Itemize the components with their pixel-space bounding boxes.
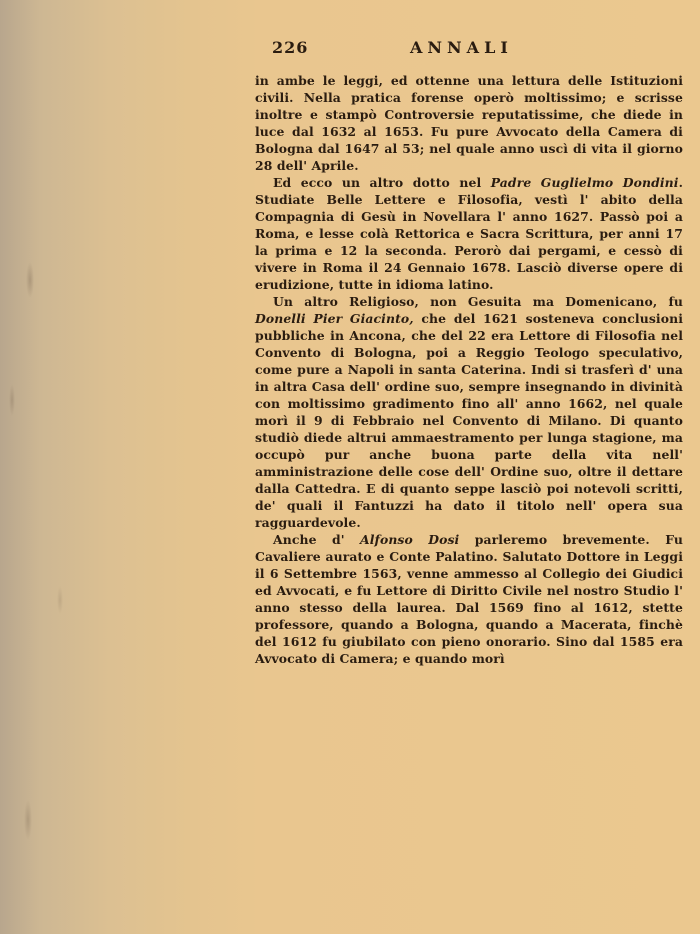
page-number: 226 xyxy=(272,38,309,57)
text-run: Anche d' xyxy=(273,532,360,547)
running-head: ANNALI xyxy=(410,38,513,57)
page-gutter xyxy=(0,0,200,934)
text-run: Ed ecco un altro dotto nel xyxy=(273,175,491,190)
paragraph xyxy=(255,293,683,531)
paragraph xyxy=(255,72,683,174)
text-run: in ambe le leggi, ed ottenne una lettura delle Istituzioni civili. Nella pratica forense operò moltissimo; e scrisse inoltre e stampò Controversie reputatissime, che diede in luce dal 1632 al 1653. Fu pure Avvocato della Camera di Bologna dal 1647 al 53; nel quale anno uscì di vita il giorno 28 dell' Aprile. xyxy=(255,73,683,173)
text-run: che del 1621 sosteneva conclusioni pubbliche in Ancona, che del 22 era Lettore di Filosofia nel Convento di Bologna, poi a Reggio Teologo speculativo, come pure a Napoli in santa Caterina. Indi si trasferì d' una in altra Casa dell' ordine suo, sempre insegnando in divinità con moltissimo gradimento fino all' anno 1662, nel quale morì il 9 di Febbraio nel Convento di Milano. Di quanto studiò diede altrui ammaestramento per lunga stagione, ma occupò pur anche buona parte della vita nell' amministrazione delle cose dell' Ordine suo, oltre il dettare dalla Cattedra. E di quanto seppe lasciò poi notevoli scritti, de' quali il Fantuzzi ha dato il titolo nell' opera sua ragguardevole. xyxy=(255,311,683,530)
italic-name: Donelli Pier Giacinto, xyxy=(255,311,414,326)
body-text xyxy=(255,72,683,667)
text-run: . Studiate Belle Lettere e Filosofia, vestì l' abito della Compagnia di Gesù in Novellara l' anno 1627. Passò poi a Roma, e lesse colà Rettorica e Sacra Scrittura, per anni 17 la prima e 12 la seconda. Perorò dai pergami, e cessò di vivere in Roma il 24 Gennaio 1678. Lasciò diverse opere di erudizione, tutte in idioma latino. xyxy=(255,175,683,292)
text-run: Un altro Religioso, non Gesuita ma Domenicano, fu xyxy=(273,294,683,309)
italic-name: Padre Guglielmo Dondini xyxy=(490,175,679,190)
page-header xyxy=(260,38,680,58)
italic-name: Alfonso Dosi xyxy=(360,532,460,547)
text-run: parleremo brevemente. Fu Cavaliere aurato e Conte Palatino. Salutato Dottore in Leggi il 6 Settembre 1563, venne ammesso al Collegio dei Giudici ed Avvocati, e fu Lettore di Diritto Civile nel nostro Studio l' anno stesso della laurea. Dal 1569 fino al 1612, stette professore, quando a Bologna, quando a Macerata, finchè del 1612 fu giubilato con pieno onorario. Sino dal 1585 era Avvocato di Camera; e quando morì xyxy=(255,532,683,666)
paragraph xyxy=(255,531,683,667)
paragraph xyxy=(255,174,683,293)
